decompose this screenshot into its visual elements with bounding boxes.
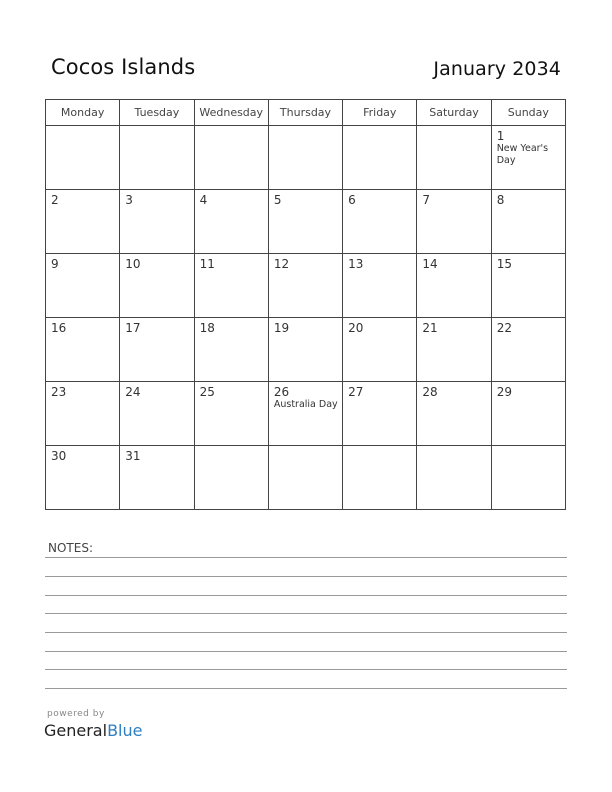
day-number: 10 <box>125 257 141 271</box>
note-line <box>45 595 567 596</box>
weekday-header-row <box>46 100 566 126</box>
day-number: 22 <box>496 321 512 335</box>
day-number: 29 <box>496 385 512 399</box>
note-line <box>45 557 567 558</box>
day-number: 25 <box>199 385 215 399</box>
day-number: 12 <box>273 257 290 271</box>
week-row <box>46 254 566 318</box>
day-cell <box>46 254 120 318</box>
week-row <box>46 126 566 190</box>
note-line <box>45 651 567 652</box>
day-cell <box>46 446 120 510</box>
brand-general: General <box>44 721 108 740</box>
note-line <box>45 613 567 614</box>
day-number: 31 <box>125 449 141 463</box>
day-cell <box>194 254 268 318</box>
calendar-grid <box>45 99 566 510</box>
note-line <box>45 688 567 689</box>
weekday-thursday: Thursday <box>268 100 342 126</box>
day-cell <box>120 446 194 510</box>
weekday-wednesday: Wednesday <box>194 100 268 126</box>
day-cell <box>46 318 120 382</box>
empty-day-cell <box>194 126 268 190</box>
day-cell <box>343 382 417 446</box>
day-cell <box>491 254 565 318</box>
powered-by-text: powered by <box>47 709 105 719</box>
day-cell <box>417 382 491 446</box>
empty-day-cell <box>194 446 268 510</box>
empty-day-cell <box>491 446 565 510</box>
day-number: 30 <box>51 449 67 463</box>
holiday-label: New Year's Day <box>496 143 549 166</box>
note-line <box>45 632 567 633</box>
day-number: 20 <box>348 321 364 335</box>
generalblue-logo <box>44 721 142 740</box>
empty-day-cell <box>343 126 417 190</box>
day-number: 4 <box>199 193 208 207</box>
day-cell <box>194 318 268 382</box>
day-cell <box>491 190 565 254</box>
day-cell <box>194 190 268 254</box>
note-line <box>45 669 567 670</box>
day-cell <box>120 318 194 382</box>
day-cell <box>120 254 194 318</box>
day-number: 11 <box>199 257 215 271</box>
empty-day-cell <box>343 446 417 510</box>
day-cell <box>194 382 268 446</box>
day-number: 18 <box>199 321 215 335</box>
day-number: 3 <box>125 193 133 207</box>
weekday-tuesday: Tuesday <box>120 100 194 126</box>
empty-day-cell <box>268 446 342 510</box>
day-number: 16 <box>51 321 67 335</box>
day-cell <box>268 382 342 446</box>
day-cell <box>343 190 417 254</box>
day-cell <box>46 382 120 446</box>
week-row <box>46 446 566 510</box>
brand-blue: Blue <box>107 721 143 740</box>
empty-day-cell <box>46 126 120 190</box>
day-number: 17 <box>125 321 141 335</box>
day-number: 9 <box>51 257 59 271</box>
weekday-saturday: Saturday <box>417 100 491 126</box>
day-number: 7 <box>422 193 431 207</box>
empty-day-cell <box>417 126 491 190</box>
day-number: 24 <box>125 385 141 399</box>
day-number: 28 <box>422 385 438 399</box>
day-number: 1 <box>496 129 505 143</box>
day-number: 13 <box>348 257 364 271</box>
day-cell <box>120 382 194 446</box>
empty-day-cell <box>120 126 194 190</box>
week-row <box>46 318 566 382</box>
day-cell <box>417 190 491 254</box>
day-cell <box>268 254 342 318</box>
day-number: 5 <box>273 193 282 207</box>
day-number: 21 <box>422 321 438 335</box>
country-title: Cocos Islands <box>51 55 196 79</box>
month-year-title: January 2034 <box>433 58 561 80</box>
day-number: 23 <box>51 385 67 399</box>
day-cell <box>46 190 120 254</box>
week-row <box>46 190 566 254</box>
empty-day-cell <box>268 126 342 190</box>
day-number: 6 <box>348 193 356 207</box>
day-cell <box>343 318 417 382</box>
day-cell <box>268 190 342 254</box>
day-number: 27 <box>348 385 364 399</box>
day-number: 26 <box>273 385 290 399</box>
day-cell <box>491 382 565 446</box>
weekday-monday: Monday <box>46 100 120 126</box>
day-cell <box>120 190 194 254</box>
weekday-sunday: Sunday <box>491 100 565 126</box>
day-cell <box>343 254 417 318</box>
day-cell <box>491 126 565 190</box>
day-cell <box>268 318 342 382</box>
day-number: 15 <box>496 257 512 271</box>
holiday-label: Australia Day <box>273 399 338 410</box>
day-number: 8 <box>496 193 505 207</box>
day-number: 19 <box>273 321 290 335</box>
day-number: 14 <box>422 257 438 271</box>
notes-label: NOTES: <box>48 541 93 555</box>
day-number: 2 <box>51 193 59 207</box>
note-line <box>45 576 567 577</box>
day-cell <box>491 318 565 382</box>
weekday-friday: Friday <box>343 100 417 126</box>
day-cell <box>417 318 491 382</box>
week-row <box>46 382 566 446</box>
day-cell <box>417 254 491 318</box>
empty-day-cell <box>417 446 491 510</box>
